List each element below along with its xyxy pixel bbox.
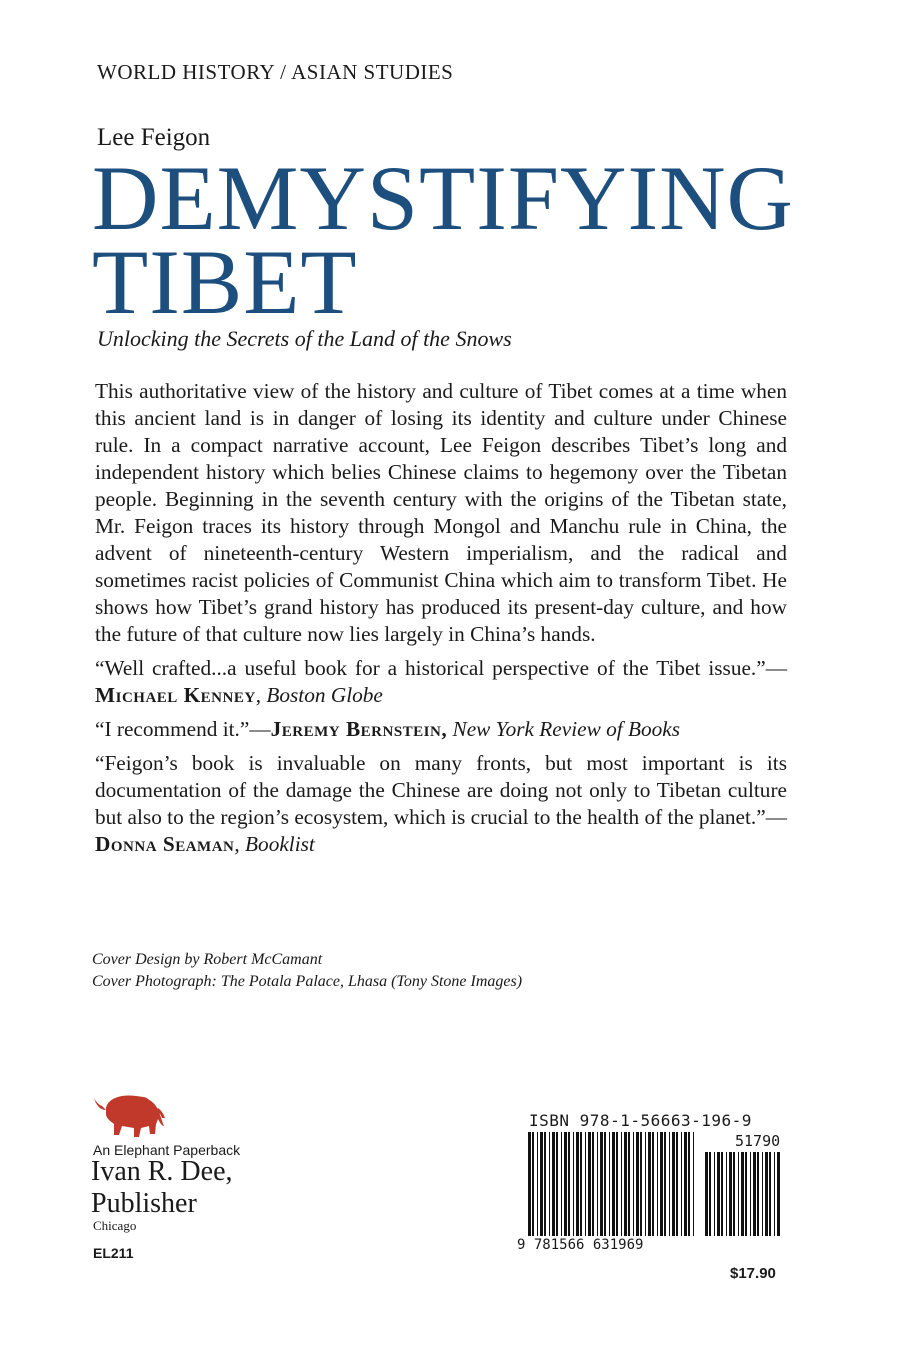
isbn-label: ISBN 978-1-56663-196-9 (529, 1111, 752, 1130)
barcode-bar (573, 1132, 574, 1236)
barcode-bar (705, 1152, 708, 1236)
publisher-city: Chicago (93, 1218, 137, 1233)
elephant-icon (92, 1088, 166, 1140)
back-cover-copy (95, 378, 787, 865)
subtitle: Unlocking the Secrets of the Land of the Snows (97, 326, 512, 351)
barcode-bar (684, 1132, 687, 1236)
barcode-bar (676, 1132, 678, 1236)
barcode-bar (726, 1152, 727, 1236)
price-label: $17.90 (730, 1265, 776, 1282)
title-line-1: DEMYSTIFYING (92, 147, 794, 249)
product-code: EL211 (93, 1245, 134, 1261)
review-3: “Feigon’s book is invaluable on many fronts, but most important is its documentation of the damage the Chinese are doing not only to Tibetan culture but also to the region’s ecosystem, which is crucial to the health of the planet.”—Donna Seaman, Booklist (95, 751, 787, 856)
review-1: “Well crafted...a useful book for a historical perspective of the Tibet issue.”—Michael Kenney, Boston Globe (95, 656, 787, 707)
barcode-bar (532, 1132, 534, 1236)
cover-credits (92, 949, 522, 993)
barcode-bar (624, 1132, 627, 1236)
price-addon-code: 51790 (735, 1132, 781, 1150)
reviewer-name: Michael Kenney (95, 683, 256, 707)
addon-bars (705, 1152, 780, 1236)
barcode-bar (633, 1132, 634, 1236)
review-quote: “I recommend it.”— (95, 717, 271, 741)
barcode-bar (540, 1132, 543, 1236)
barcode-bar (721, 1152, 723, 1236)
barcode-bar (576, 1132, 579, 1236)
barcode-bar (600, 1132, 603, 1236)
category-label: WORLD HISTORY / ASIAN STUDIES (97, 60, 454, 84)
barcode-bar (733, 1152, 735, 1236)
barcode-bar (745, 1152, 747, 1236)
barcode-bar (688, 1132, 690, 1236)
barcode-bar (604, 1132, 606, 1236)
barcode-bar (616, 1132, 618, 1236)
review-source: New York Review of Books (452, 717, 681, 741)
barcode-bar (609, 1132, 610, 1236)
barcode-bar (528, 1132, 531, 1236)
barcode-bar (717, 1152, 720, 1236)
barcode-bar (777, 1152, 780, 1236)
barcode-bar (729, 1152, 732, 1236)
barcode-bar (588, 1132, 591, 1236)
barcode-bar (738, 1152, 739, 1236)
barcode-bar (714, 1152, 715, 1236)
barcode-bar (636, 1132, 639, 1236)
barcode-bar (568, 1132, 570, 1236)
ean-digits: 9 781566 631969 (517, 1237, 644, 1253)
barcode (528, 1132, 780, 1238)
barcode-bar (549, 1132, 550, 1236)
barcode-bar (750, 1152, 751, 1236)
barcode-bar (774, 1152, 775, 1236)
review-source: Boston Globe (266, 683, 383, 707)
imprint-label: An Elephant Paperback (93, 1142, 241, 1158)
title-line-2: TIBET (92, 231, 358, 333)
barcode-bar (709, 1152, 711, 1236)
barcode-bar (640, 1132, 642, 1236)
publisher-name-line-2: Publisher (91, 1188, 197, 1219)
barcode-bar (537, 1132, 538, 1236)
barcode-bar (628, 1132, 630, 1236)
barcode-bar (741, 1152, 744, 1236)
barcode-bar (681, 1132, 682, 1236)
barcode-bar (552, 1132, 555, 1236)
barcode-bar (753, 1152, 756, 1236)
barcode-bar (762, 1152, 763, 1236)
review-quote: “Feigon’s book is invaluable on many fronts, but most important is its documentation of the damage the Chinese are doing not only to Tibetan culture but also to the region’s ecosystem, which is crucial to the health of the planet.”— (95, 751, 787, 829)
ean-bars (528, 1132, 694, 1236)
barcode-bar (580, 1132, 582, 1236)
barcode-bar (585, 1132, 586, 1236)
barcode-bar (652, 1132, 654, 1236)
publisher-name (91, 1156, 233, 1220)
barcode-bar (672, 1132, 675, 1236)
cover-photo-credit: Cover Photograph: The Potala Palace, Lhasa (Tony Stone Images) (92, 973, 523, 990)
barcode-bar (597, 1132, 598, 1236)
barcode-bar (757, 1152, 759, 1236)
barcode-bar (669, 1132, 670, 1236)
description: This authoritative view of the history and culture of Tibet comes at a time when this ancient land is in danger of losing its identity and culture under Chinese rule. In a compact narrative account, Lee Feigon describes Tibet’s long and independent history which belies Chinese claims to hegemony over the Tibetan people. Beginning in the seventh century with the origins of the Tibetan state, Mr. Feigon traces its history through Mongol and Manchu rule in China, the advent of nineteenth-century Western imperialism, and the radical and sometimes racist policies of Communist China which aim to transform Tibet. He shows how Tibet’s grand history has produced its present-day culture, and how the future of that culture now lies largely in China’s hands. (95, 379, 787, 646)
barcode-bar (544, 1132, 546, 1236)
cover-design-credit: Cover Design by Robert McCamant (92, 951, 323, 968)
barcode-bar (645, 1132, 646, 1236)
barcode-bar (648, 1132, 651, 1236)
barcode-bar (769, 1152, 771, 1236)
barcode-bar (657, 1132, 658, 1236)
review-2 (95, 716, 787, 743)
barcode-bar (765, 1152, 768, 1236)
reviewer-name: Jeremy Bernstein, (270, 717, 448, 741)
barcode-bar (612, 1132, 615, 1236)
barcode-bar (664, 1132, 666, 1236)
reviewer-name: Donna Seaman (95, 832, 235, 856)
barcode-bar (556, 1132, 558, 1236)
barcode-bar (660, 1132, 663, 1236)
publisher-name-line-1: Ivan R. Dee, (91, 1156, 233, 1187)
barcode-bar (621, 1132, 622, 1236)
review-quote: “Well crafted...a useful book for a historical perspective of the Tibet issue.”— (95, 656, 787, 680)
barcode-bar (693, 1132, 694, 1236)
author-name: Lee Feigon (97, 124, 211, 151)
review-source: Booklist (245, 832, 315, 856)
barcode-bar (592, 1132, 594, 1236)
barcode-bar (561, 1132, 562, 1236)
barcode-bar (564, 1132, 567, 1236)
